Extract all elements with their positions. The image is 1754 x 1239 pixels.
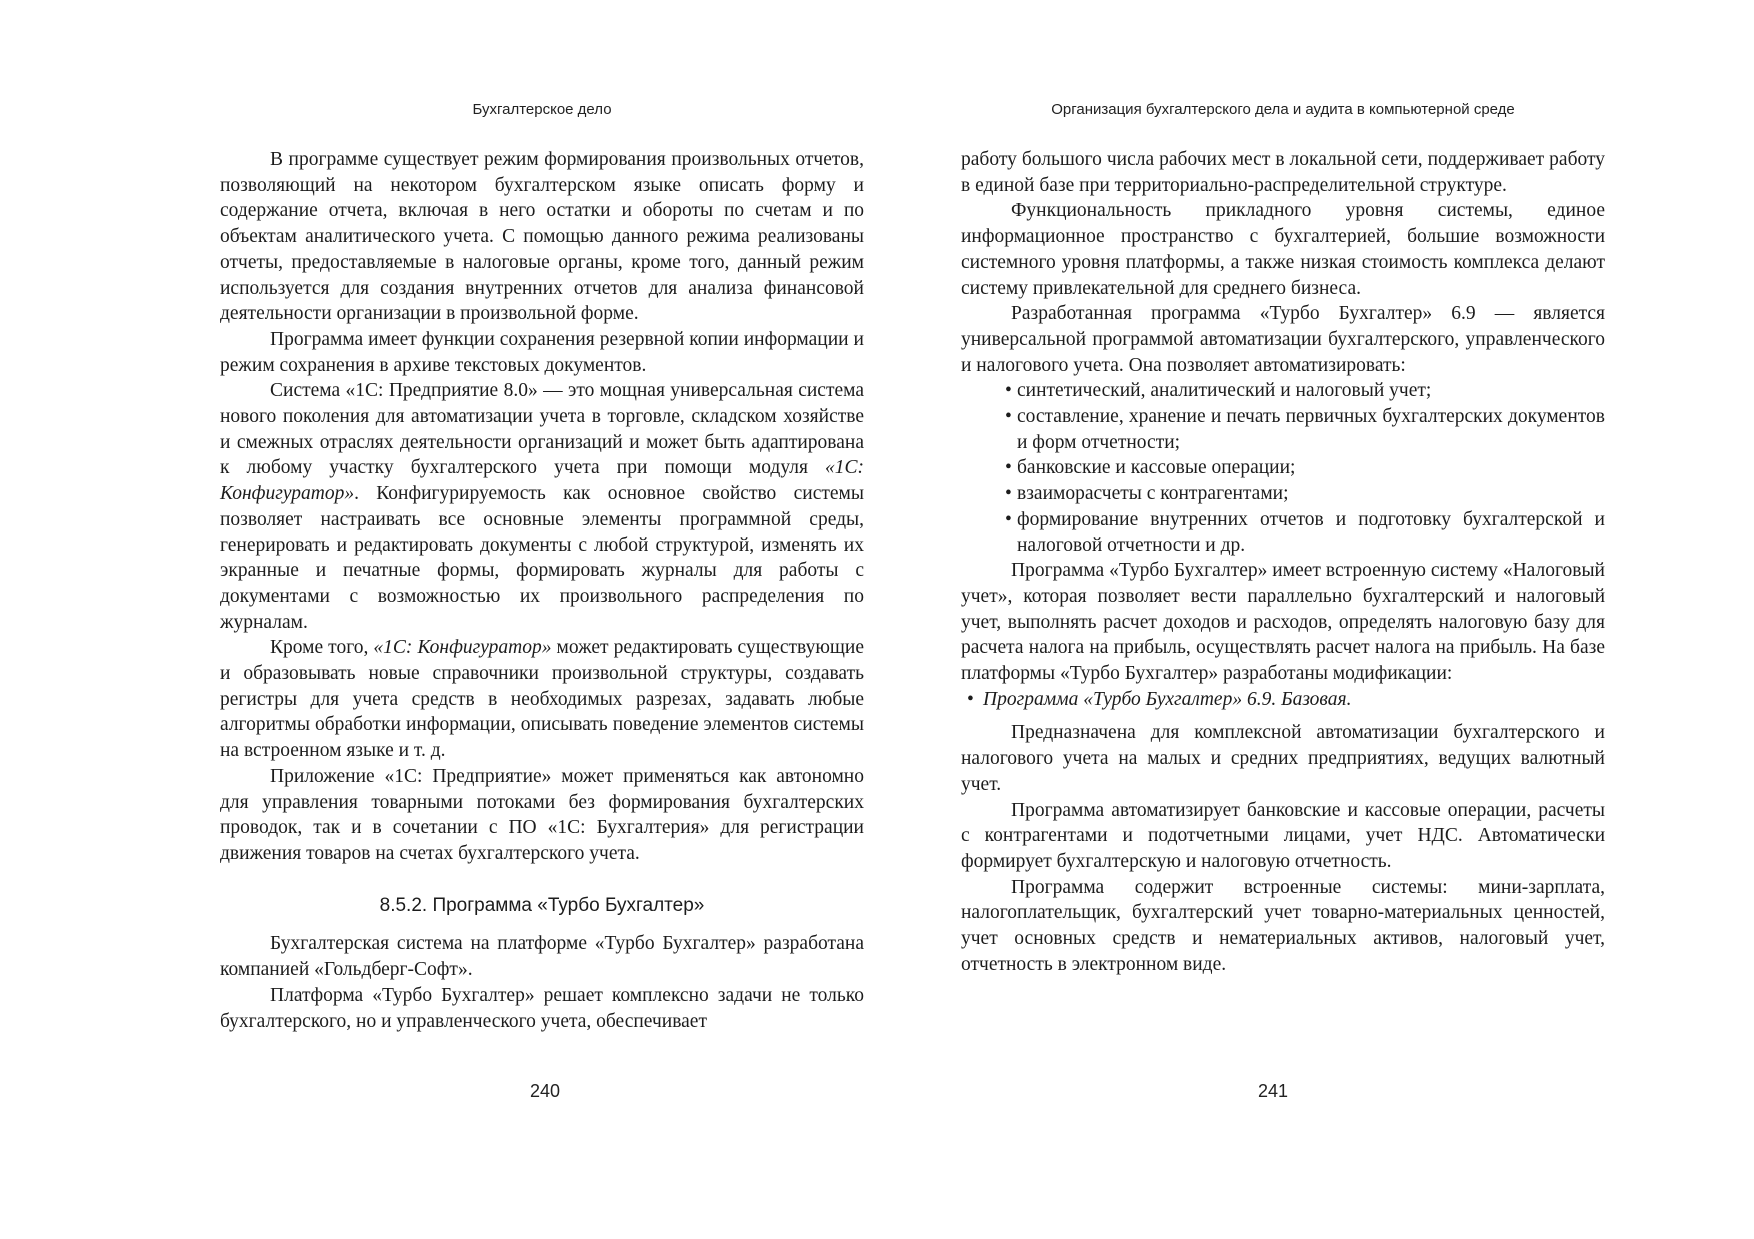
- paragraph: Разработанная программа «Турбо Бухгалтер» 6.9 — является универсальной программой автоматизации бухгалтерского, управленческого и налогового учета. Она позволяет автоматизировать:: [961, 303, 1605, 376]
- section-heading: 8.5.2. Программа «Турбо Бухгалтер»: [379, 894, 705, 916]
- modification-item: • Программа «Турбо Бухгалтер» 6.9. Базовая.: [961, 687, 1605, 713]
- paragraph-text: . Конфигурируемость как основное свойство системы позволяет настраивать все основные элементы программной среды, генерировать и редактировать документы с любой структурой, изменять их экранные и печатные формы, формировать журналы для работы с документами с возможностью их произвольного распределения по журналам.: [220, 483, 864, 633]
- paragraph-text: Кроме того,: [270, 637, 374, 659]
- paragraph: Программа содержит встроенные системы: мини-зарплата, налогоплательщик, бухгалтерский учет товарно-материальных ценностей, учет основных средств и нематериальных активов, налоговый учет, отчетность в электронном виде.: [961, 876, 1605, 975]
- paragraph: Программа автоматизирует банковские и кассовые операции, расчеты с контрагентами и подотчетными лицами, учет НДС. Автоматически формирует бухгалтерскую и налоговую отчетность.: [961, 799, 1605, 872]
- bullet-item: • банковские и кассовые операции;: [961, 455, 1605, 481]
- bullet-list: [961, 378, 1605, 558]
- bullet-item: • составление, хранение и печать первичных бухгалтерских документов и форм отчетности;: [961, 404, 1605, 455]
- paragraph: [220, 635, 864, 764]
- page-number-right: 241: [1257, 1081, 1289, 1101]
- paragraph: Платформа «Турбо Бухгалтер» решает комплексно задачи не только бухгалтерского, но и управленческого учета, обеспечивает: [220, 984, 864, 1032]
- paragraph: работу большого числа рабочих мест в локальной сети, поддерживает работу в единой базе при территориально-распределительной структуре.: [961, 149, 1605, 196]
- running-head-left: Бухгалтерское дело: [472, 101, 612, 118]
- paragraph: Приложение «1С: Предприятие» может применяться как автономно для управления товарными потоками без формирования бухгалтерских проводок, так и в сочетании с ПО «1С: Бухгалтерия» для регистрации движения товаров на счетах бухгалтерского учета.: [220, 765, 864, 864]
- right-text-block: [961, 147, 1605, 978]
- paragraph-text: Система «1С: Предприятие 8.0» — это мощная универсальная система нового поколения для автоматизации учета в торговле, складском хозяйстве и смежных отраслях деятельности организаций и может быть адаптирована к любому участку бухгалтерского учета при помощи модуля: [220, 380, 864, 479]
- paragraph: [220, 378, 864, 635]
- running-head-right: Организация бухгалтерского дела и аудита в компьютерной среде: [1051, 101, 1515, 118]
- bullet-item: • формирование внутренних отчетов и подготовку бухгалтерской и налоговой отчетности и др.: [961, 507, 1605, 558]
- italic-term: «1С: Конфигуратор»: [373, 637, 552, 659]
- paragraph: Предназначена для комплексной автоматизации бухгалтерского и налогового учета на малых и средних предприятиях, ведущих валютный учет.: [961, 722, 1605, 795]
- bullet-item: • синтетический, аналитический и налоговый учет;: [961, 378, 1605, 404]
- paragraph: В программе существует режим формирования произвольных отчетов, позволяющий на некотором бухгалтерском языке описать форму и содержание отчета, включая в него остатки и обороты по счетам и по объектам аналитического учета. С помощью данного режима реализованы отчеты, предоставляемые в налоговые органы, кроме того, данный режим используется для создания внутренних отчетов для анализа финансовой деятельности организации в произвольной форме.: [220, 149, 864, 325]
- paragraph-text: может редактировать существующие и образовывать новые справочники произвольной структуры, создавать регистры для учета средств в необходимых разрезах, задавать любые алгоритмы обработки информации, описывать поведение элементов системы на встроенном языке и т. д.: [220, 637, 864, 762]
- page-number-left: 240: [529, 1081, 561, 1101]
- left-text-block: [220, 147, 864, 1034]
- paragraph: Бухгалтерская система на платформе «Турбо Бухгалтер» разработана компанией «Гольдберг-Софт».: [220, 933, 864, 981]
- paragraph: Функциональность прикладного уровня системы, единое информационное пространство с бухгалтерией, большие возможности системного уровня платформы, а также низкая стоимость комплекса делают систему привлекательной для среднего бизнеса.: [961, 200, 1605, 299]
- bullet-item: • взаиморасчеты с контрагентами;: [961, 481, 1605, 507]
- paragraph: Программа имеет функции сохранения резервной копии информации и режим сохранения в архиве текстовых документов.: [220, 328, 864, 376]
- italic-term: «1С: Конфигуратор»: [220, 457, 864, 505]
- paragraph: Программа «Турбо Бухгалтер» имеет встроенную систему «Налоговый учет», которая позволяет вести параллельно бухгалтерский и налоговый учет, выполнять расчет доходов и расходов, определять налоговую базу для расчета налога на прибыль, осуществлять расчет налога на прибыль. На базе платформы «Турбо Бухгалтер» разработаны модификации:: [961, 560, 1605, 685]
- right-page: [877, 0, 1754, 1239]
